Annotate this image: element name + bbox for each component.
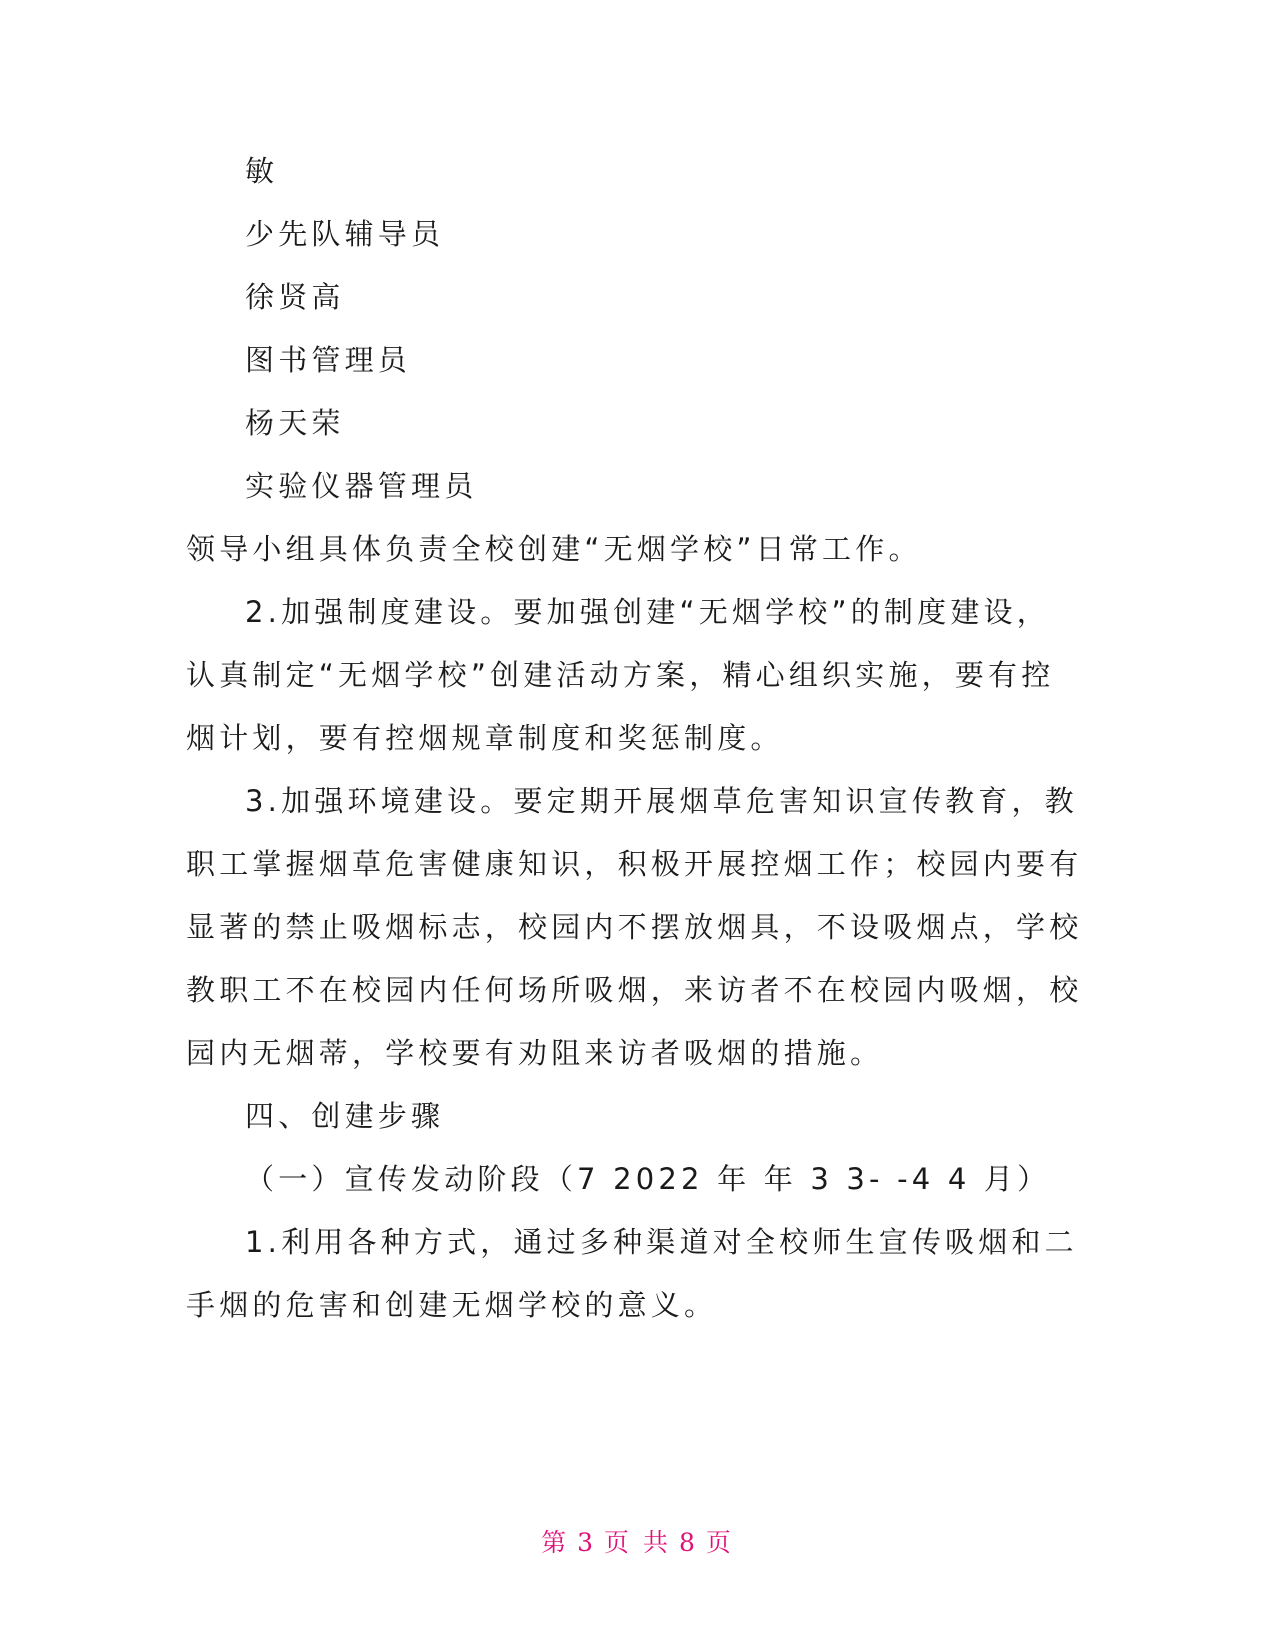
text-line: 职工掌握烟草危害健康知识，积极开展控烟工作；校园内要有 — [186, 847, 1083, 881]
text-line: 四、创建步骤 — [245, 1099, 445, 1133]
text-line: 3.加强环境建设。要定期开展烟草危害知识宣传教育，教 — [245, 784, 1078, 818]
text-line: 徐贤高 — [245, 280, 345, 314]
text-line: 认真制定“无烟学校”创建活动方案，精心组织实施，要有控 — [186, 658, 1055, 692]
text-line: 2.加强制度建设。要加强创建“无烟学校”的制度建设， — [245, 595, 1050, 629]
footer-total-pages: 8 — [678, 1528, 698, 1557]
text-line: 图书管理员 — [245, 343, 412, 377]
footer-current-page: 3 — [577, 1528, 597, 1557]
text-line: 少先队辅导员 — [245, 217, 445, 251]
text-line: 领导小组具体负责全校创建“无烟学校”日常工作。 — [186, 532, 922, 566]
text-line: 烟计划，要有控烟规章制度和奖惩制度。 — [186, 721, 784, 755]
text-line: 实验仪器管理员 — [245, 469, 478, 503]
text-line: 敏 — [245, 154, 279, 188]
text-line: 教职工不在校园内任何场所吸烟，来访者不在校园内吸烟，校 — [186, 973, 1083, 1007]
text-line: 园内无烟蒂，学校要有劝阻来访者吸烟的措施。 — [186, 1036, 884, 1070]
page-footer — [0, 1523, 1275, 1559]
footer-suffix: 页 — [705, 1528, 734, 1557]
text-line: 杨天荣 — [245, 406, 345, 440]
text-line: （一）宣传发动阶段（7 2022 年 年 3 3- -4 4 月） — [245, 1162, 1051, 1196]
footer-prefix: 第 — [541, 1528, 570, 1557]
text-line: 显著的禁止吸烟标志，校园内不摆放烟具，不设吸烟点，学校 — [186, 910, 1083, 944]
body-text — [186, 140, 1091, 1337]
text-line: 1.利用各种方式，通过多种渠道对全校师生宣传吸烟和二 — [245, 1225, 1078, 1259]
text-line: 手烟的危害和创建无烟学校的意义。 — [186, 1288, 718, 1322]
footer-middle: 页 共 — [604, 1528, 671, 1557]
